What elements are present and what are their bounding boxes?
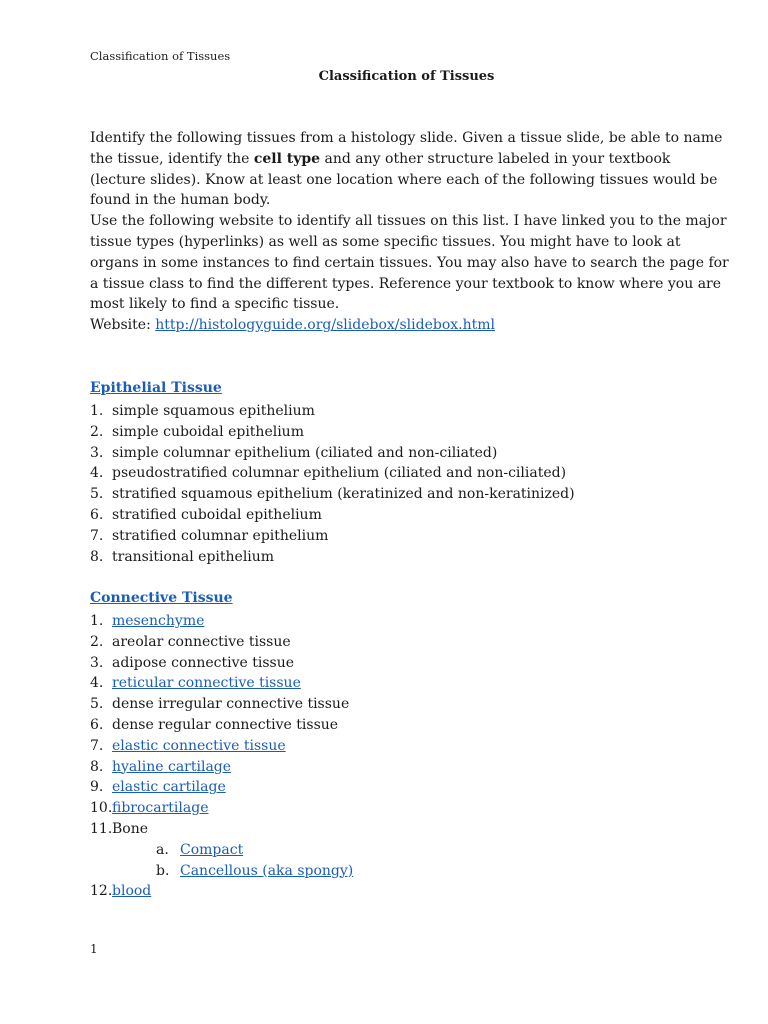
list-item-text: transitional epithelium	[112, 548, 275, 565]
cancellous-bone-link[interactable]: Cancellous (aka spongy)	[180, 862, 354, 879]
list-item-text: simple cuboidal epithelium	[112, 423, 304, 440]
list-item	[90, 547, 730, 568]
intro-p1-after: and any other structure labeled in your textbook (lecture slides). Know at least one location where each of the following tissues would be found in the human body.	[90, 150, 718, 209]
epithelial-tissue-link[interactable]: Epithelial Tissue	[90, 380, 222, 396]
list-number: 3.	[90, 444, 104, 461]
connective-tissue-link[interactable]: Connective Tissue	[90, 590, 233, 606]
list-item	[90, 443, 730, 464]
list-item	[90, 881, 730, 902]
list-item-text: dense regular connective tissue	[112, 716, 339, 733]
list-item	[90, 777, 730, 798]
compact-bone-link[interactable]: Compact	[180, 841, 244, 858]
website-link[interactable]: http://histologyguide.org/slidebox/slidebox.html	[155, 317, 496, 334]
list-number: 10.	[90, 800, 113, 817]
intro-paragraph-1	[90, 128, 730, 211]
list-item-text: pseudostratified columnar epithelium (ciliated and non-ciliated)	[112, 465, 567, 482]
intro-p1-bold: cell type	[253, 150, 321, 167]
list-item-text: simple squamous epithelium	[112, 403, 315, 419]
list-item	[90, 757, 730, 778]
list-item-text: stratified columnar epithelium	[112, 527, 329, 544]
list-item-text: simple columnar epithelium (ciliated and non-ciliated)	[112, 444, 498, 461]
list-item	[90, 694, 730, 715]
list-number: 12.	[90, 883, 113, 900]
blood-link[interactable]: blood	[112, 883, 152, 900]
list-item	[90, 505, 730, 526]
list-number: 7.	[90, 737, 104, 754]
list-item	[90, 526, 730, 547]
hyaline-cartilage-link[interactable]: hyaline cartilage	[112, 758, 232, 775]
list-item	[90, 715, 730, 736]
list-number: a.	[156, 841, 169, 858]
list-number: 4.	[90, 675, 104, 692]
list-item-text: Bone	[112, 820, 149, 837]
running-header: Classification of Tissues	[90, 49, 231, 63]
list-item	[112, 861, 730, 882]
list-item	[90, 463, 730, 484]
list-item-text: stratified cuboidal epithelium	[112, 506, 322, 523]
list-number: 5.	[90, 696, 104, 713]
list-item	[90, 484, 730, 505]
list-item-text: stratified squamous epithelium (keratinized and non-keratinized)	[112, 486, 575, 503]
list-number: 11.	[90, 820, 113, 837]
intro-p1-before: Identify the following tissues from a histology slide. Given a tissue slide, be able to name the tissue, identify the	[90, 130, 723, 167]
intro-section	[90, 128, 730, 336]
list-number: 7.	[90, 527, 104, 544]
list-item	[90, 673, 730, 694]
list-number: 1.	[90, 613, 104, 629]
list-number: 6.	[90, 716, 104, 733]
list-item	[112, 840, 730, 861]
list-number: 2.	[90, 633, 104, 650]
list-item	[90, 401, 730, 422]
list-item-text: dense irregular connective tissue	[112, 696, 350, 713]
document-title: Classification of Tissues	[318, 69, 495, 84]
list-number: 8.	[90, 758, 104, 775]
list-number: 8.	[90, 548, 104, 565]
page-number: 1	[90, 942, 98, 956]
reticular-connective-tissue-link[interactable]: reticular connective tissue	[112, 675, 301, 692]
list-number: 1.	[90, 403, 104, 419]
website-line	[90, 315, 730, 336]
list-number: 4.	[90, 465, 104, 482]
fibrocartilage-link[interactable]: fibrocartilage	[112, 800, 209, 817]
list-item-text: areolar connective tissue	[112, 633, 291, 650]
elastic-cartilage-link[interactable]: elastic cartilage	[112, 779, 226, 796]
elastic-connective-tissue-link[interactable]: elastic connective tissue	[112, 737, 286, 754]
list-item-text: adipose connective tissue	[112, 654, 295, 671]
list-item	[90, 422, 730, 443]
bone-sublist	[112, 840, 730, 882]
list-number: 9.	[90, 779, 104, 796]
list-number: 6.	[90, 506, 104, 523]
list-number: 3.	[90, 654, 104, 671]
connective-list	[90, 611, 730, 902]
website-label: Website:	[90, 317, 156, 334]
list-number: 5.	[90, 486, 104, 503]
list-item	[90, 819, 730, 881]
list-item	[90, 798, 730, 819]
list-item	[90, 653, 730, 674]
mesenchyme-link[interactable]: mesenchyme	[112, 613, 205, 629]
list-item	[90, 611, 730, 632]
list-number: 2.	[90, 423, 104, 440]
list-item	[90, 736, 730, 757]
epithelial-list	[90, 401, 730, 567]
list-item	[90, 632, 730, 653]
list-number: b.	[156, 862, 170, 879]
intro-paragraph-2: Use the following website to identify all tissues on this list. I have linked you to the major tissue types (hyperlinks) as well as some specific tissues. You might have to look at organs in some instances to find certain tissues. You may also have to search the page for a tissue class to find the different types. Reference your textbook to know where you are most likely to find a specific tissue.	[90, 213, 729, 313]
